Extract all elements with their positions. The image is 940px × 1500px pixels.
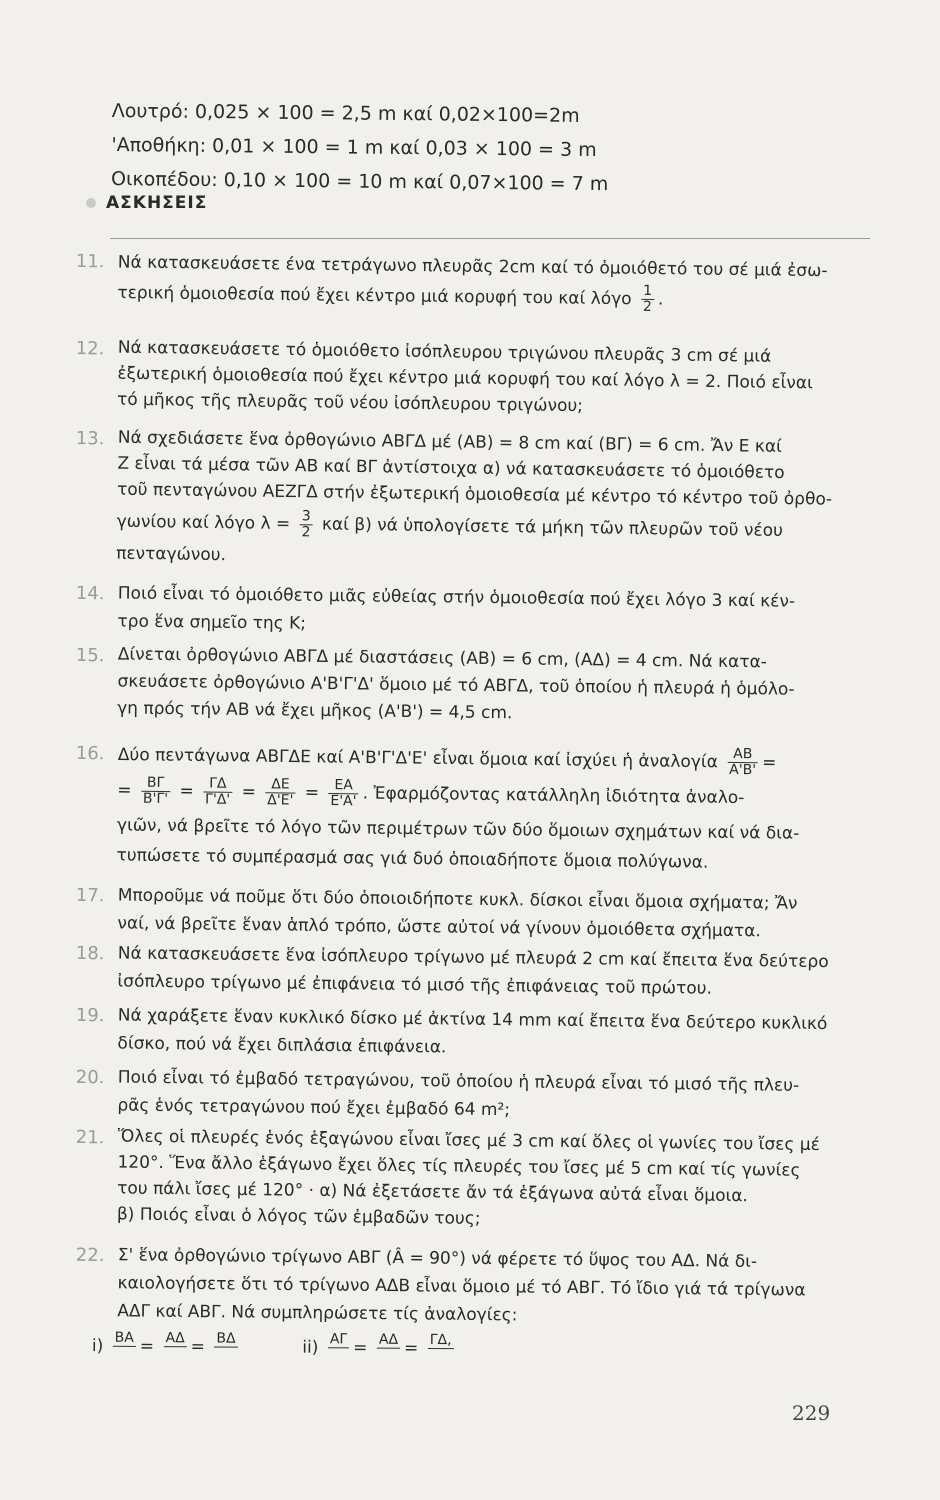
exercise-12 <box>0 333 940 417</box>
fraction <box>641 284 654 315</box>
fraction: $\frac{A\Delta}{​}$ <box>377 1333 400 1364</box>
proportion-line: i) $\frac{BA}{​}$ = $\frac{A\Delta}{​}$ = $\frac{B\Delta}{​}$ ii) $\frac{A\Gamma}{​}$ = $\frac{A\Delta}{​}$ = $\frac{\Gamma\Delta,}{​}$ <box>91 1329 452 1365</box>
exercise-text: . Ἐφαρμόζοντας κατάλληλη ἰδιότητα ἀναλο- <box>362 783 745 809</box>
fraction-numerator: ΑΔ <box>163 1331 186 1347</box>
exercise-line: γιῶν, νά βρεῖτε τό λόγο τῶν περιμέτρων τῶν δύο ὅμοιων σχημάτων καί νά δια- <box>116 815 800 844</box>
equals-sign: = <box>117 780 132 801</box>
exercise-text: Δύο πεντάγωνα ΑΒΓΔΕ καί Α'Β'Γ'Δ'Ε' εἶναι ὅμοια καί ἰσχύει ἡ ἀναλογία <box>117 744 719 773</box>
fraction-numerator: ΓΔ, <box>428 1333 454 1349</box>
fraction-numerator: ΑΓ <box>328 1332 350 1348</box>
proportion-label: i) <box>91 1336 104 1357</box>
exercise-line: Μποροῦμε νά ποῦμε ὅτι δύο ὁποιοιδήποτε κυκλ. δίσκοι εἶναι ὅμοια σχήματα; Ἄν <box>117 885 798 914</box>
exercise-14 <box>0 578 940 634</box>
fraction-numerator: ΕΑ <box>329 778 359 794</box>
exercise-22 <box>0 1240 940 1326</box>
intro-line: Λουτρό: 0,025 × 100 = 2,5 m καί 0,02×100=2m <box>111 99 580 127</box>
exercise-line: τοῦ πενταγώνου ΑΕΖΓΔ στήν ἐξωτερική ὁμοιοθεσία μέ κέντρο τό κέντρο τοῦ ὀρθο- <box>116 479 833 510</box>
fraction: $\frac{\Gamma\Delta,}{​}$ <box>428 1333 454 1364</box>
fraction-denominator: Β'Γ' <box>142 790 169 807</box>
fraction-numerator: ΓΔ <box>203 776 232 792</box>
intro-line: Οικοπέδου: 0,10 × 100 = 10 m καί 0,07×100 = 7 m <box>110 167 609 196</box>
fraction-numerator: ΒΑ <box>113 1331 136 1347</box>
exercise-number: 18. <box>75 942 105 965</box>
exercise-line: Νά σχεδιάσετε ἕνα ὀρθογώνιο ΑΒΓΔ μέ (ΑΒ) = 8 cm καί (ΒΓ) = 6 cm. Ἄν Ε καί <box>117 427 782 457</box>
exercise-number: 15. <box>75 644 105 667</box>
fraction-numerator: 1 <box>641 284 654 300</box>
exercise-line: Νά χαράξετε ἕναν κυκλικό δίσκο μέ ἀκτίνα 14 mm καί ἔπειτα ἕνα δεύτερο κυκλικό <box>117 1005 828 1035</box>
equals-sign: = <box>304 782 320 803</box>
fraction <box>299 509 312 540</box>
fraction <box>328 778 359 809</box>
exercise-number: 12. <box>75 338 105 360</box>
exercise-line: ἰσόπλευρο τρίγωνο μέ ἐπιφάνεια τό μισό τῆς ἐπιφάνειας τοῦ πρώτου. <box>117 971 713 999</box>
bullet-icon <box>86 198 96 208</box>
fraction-numerator: ΑΒ <box>727 747 758 763</box>
exercise-line: τρο ἕνα σημεῖο της Κ; <box>117 611 307 634</box>
exercise-line: Δίνεται ὀρθογώνιο ΑΒΓΔ μέ διαστάσεις (ΑΒ) = 6 cm, (ΑΔ) = 4 cm. Νά κατα- <box>117 644 767 673</box>
fraction-numerator: 3 <box>300 509 313 525</box>
fraction-denominator: Δ'Ε' <box>267 791 294 809</box>
exercise-number: 20. <box>75 1066 105 1089</box>
exercise-line: Νά κατασκευάσετε ἕνα ἰσόπλευρο τρίγωνο μέ πλευρά 2 cm καί ἔπειτα ἕνα δεύτερο <box>117 943 829 973</box>
exercise-number: 13. <box>75 428 105 450</box>
exercise-number: 17. <box>75 884 105 907</box>
equals-sign: = <box>179 781 194 802</box>
exercise-text: τερική ὁμοιοθεσία πού ἔχει κέντρο μιά κορυφή του καί λόγο <box>117 282 632 310</box>
exercise-line: ρᾶς ἑνός τετραγώνου πού ἔχει ἐμβαδό 64 m²; <box>117 1095 511 1121</box>
fraction: $\frac{A\Delta}{​}$ <box>163 1331 186 1362</box>
fraction-denominator: Ε'Α' <box>330 792 357 809</box>
exercise-11 <box>0 246 940 315</box>
fraction-denominator: 2 <box>642 298 652 315</box>
fraction: $\frac{B\Delta}{​}$ <box>214 1331 237 1362</box>
exercise-line: ΑΔΓ καί ΑΒΓ. Νά συμπληρώσετε τίς ἀναλογίες: <box>117 1301 518 1326</box>
page-number: 229 <box>792 1401 831 1425</box>
equals-sign: = <box>241 781 257 803</box>
exercise-line: Νά κατασκευάσετε τό ὁμοιόθετο ἰσόπλευρου τριγώνου πλευρᾶς 3 cm σέ μιά <box>117 337 772 367</box>
exercise-line: ἐξωτερική ὁμοιοθεσία πού ἔχει κέντρο μιά κορυφή του καί λόγο λ = 2. Ποιό εἶναι <box>117 363 813 394</box>
fraction-numerator: ΔΕ <box>265 777 295 793</box>
equals-sign: = <box>762 752 777 773</box>
exercise-line: δίσκο, πού νά ἔχει διπλάσια ἐπιφάνεια. <box>117 1033 447 1058</box>
exercise-text: καί β) νά ὑπολογίσετε τά μήκη τῶν πλευρῶν τοῦ νέου <box>321 514 784 541</box>
fraction-numerator: ΒΔ <box>214 1331 237 1347</box>
fraction-numerator: ΑΔ <box>377 1333 400 1349</box>
exercise-line: Ζ εἶναι τά μέσα τῶν ΑΒ καί ΒΓ ἀντίστοιχα α) νά κατασκευάσετε τό ὁμοιόθετο <box>117 453 785 483</box>
proportion-label: ii) <box>302 1337 319 1358</box>
fraction-numerator: ΒΓ <box>141 775 170 791</box>
exercise-number: 11. <box>75 250 105 273</box>
fraction: $\frac{BA}{​}$ <box>113 1331 136 1362</box>
section-heading-label: ΑΣΚΗΣΕΙΣ <box>106 193 208 213</box>
exercise-line: του πάλι ἴσες μέ 120° · α) Νά ἐξετάσετε ἄν τά ἑξάγωνα αὐτά εἶναι ὅμοια. <box>117 1178 749 1207</box>
intro-line: 'Αποθήκη: 0,01 × 100 = 1 m καί 0,03 × 100 = 3 m <box>111 133 597 162</box>
fraction-denominator: Α'Β' <box>729 761 757 779</box>
exercise-line: πενταγώνου. <box>116 543 227 566</box>
fraction-denominator: Γ'Δ' <box>205 791 231 808</box>
divider <box>110 238 870 239</box>
exercise-line: ναί, νά βρεῖτε ἕναν ἁπλό τρόπο, ὥστε αὐτοί νά γίνουν ὁμοιόθετα σχήματα. <box>117 913 761 942</box>
fraction <box>141 775 170 806</box>
exercise-line: Ὅλες οἱ πλευρές ἑνός ἑξαγώνου εἶναι ἴσες μέ 3 cm καί ὅλες οἱ γωνίες του ἴσες μέ <box>117 1126 820 1156</box>
fraction-denominator: 2 <box>301 523 311 540</box>
exercise-line: γη πρός τήν ΑΒ νά ἔχει μῆκος (Α'Β') = 4,5 cm. <box>117 698 513 724</box>
exercise-number: 21. <box>75 1126 105 1149</box>
exercise-number: 19. <box>75 1004 105 1027</box>
fraction <box>203 776 232 807</box>
exercise-line: Σ' ἕνα ὀρθογώνιο τρίγωνο ΑΒΓ (Â = 90°) νά φέρετε τό ὕψος του ΑΔ. Νά δι- <box>117 1245 758 1272</box>
exercise-line: β) Ποιός εἶναι ὁ λόγος τῶν ἐμβαδῶν τους; <box>116 1204 481 1229</box>
exercise-line: καιολογήσετε ὅτι τό τρίγωνο ΑΔΒ εἶναι ὅμοιο μέ τό ΑΒΓ. Τό ἴδιο γιά τά τρίγωνα <box>117 1273 806 1301</box>
exercise-line: Ποιό εἶναι τό ἐμβαδό τετραγώνου, τοῦ ὁποίου ἡ πλευρά εἶναι τό μισό τῆς πλευ- <box>117 1067 800 1096</box>
exercise-line: τυπώσετε τό συμπέρασμά σας γιά δυό ὁποιαδήποτε ὅμοια πολύγωνα. <box>116 845 709 873</box>
fraction <box>727 747 758 778</box>
exercise-line: τό μῆκος τῆς πλευρᾶς τοῦ νέου ἰσόπλευρου τριγώνου; <box>116 389 584 417</box>
intro-calculations <box>111 94 609 201</box>
exercise-number: 22. <box>75 1244 105 1267</box>
exercise-text: . <box>657 289 664 310</box>
exercise-number: 16. <box>75 742 105 765</box>
exercise-line: Νά κατασκευάσετε ένα τετράγωνο πλευρᾶς 2cm καί τό ὁμοιόθετό του σέ μιά ἐσω- <box>117 252 828 282</box>
exercise-line: σκευάσετε ὀρθογώνιο Α'Β'Γ'Δ' ὅμοιο μέ τό ΑΒΓΔ, τοῦ ὁποίου ἡ πλευρά ἡ ὁμόλο- <box>117 671 795 700</box>
exercise-13 <box>0 423 940 566</box>
section-heading <box>86 193 207 213</box>
exercise-17 <box>0 880 940 942</box>
exercise-line: Ποιό εἶναι τό ὁμοιόθετο μιᾶς εὐθείας στήν ὁμοιοθεσία πού ἔχει λόγο 3 καί κέν- <box>117 583 796 612</box>
fraction <box>265 777 296 808</box>
exercise-number: 14. <box>75 582 105 605</box>
fraction: $\frac{A\Gamma}{​}$ <box>328 1332 350 1363</box>
exercise-line: 120°. Ἕνα ἄλλο ἑξάγωνο ἔχει ὅλες τίς πλευρές του ἴσες μέ 5 cm καί τίς γωνίες <box>117 1152 801 1181</box>
exercise-text: γωνίου καί λόγο λ = <box>116 511 291 535</box>
